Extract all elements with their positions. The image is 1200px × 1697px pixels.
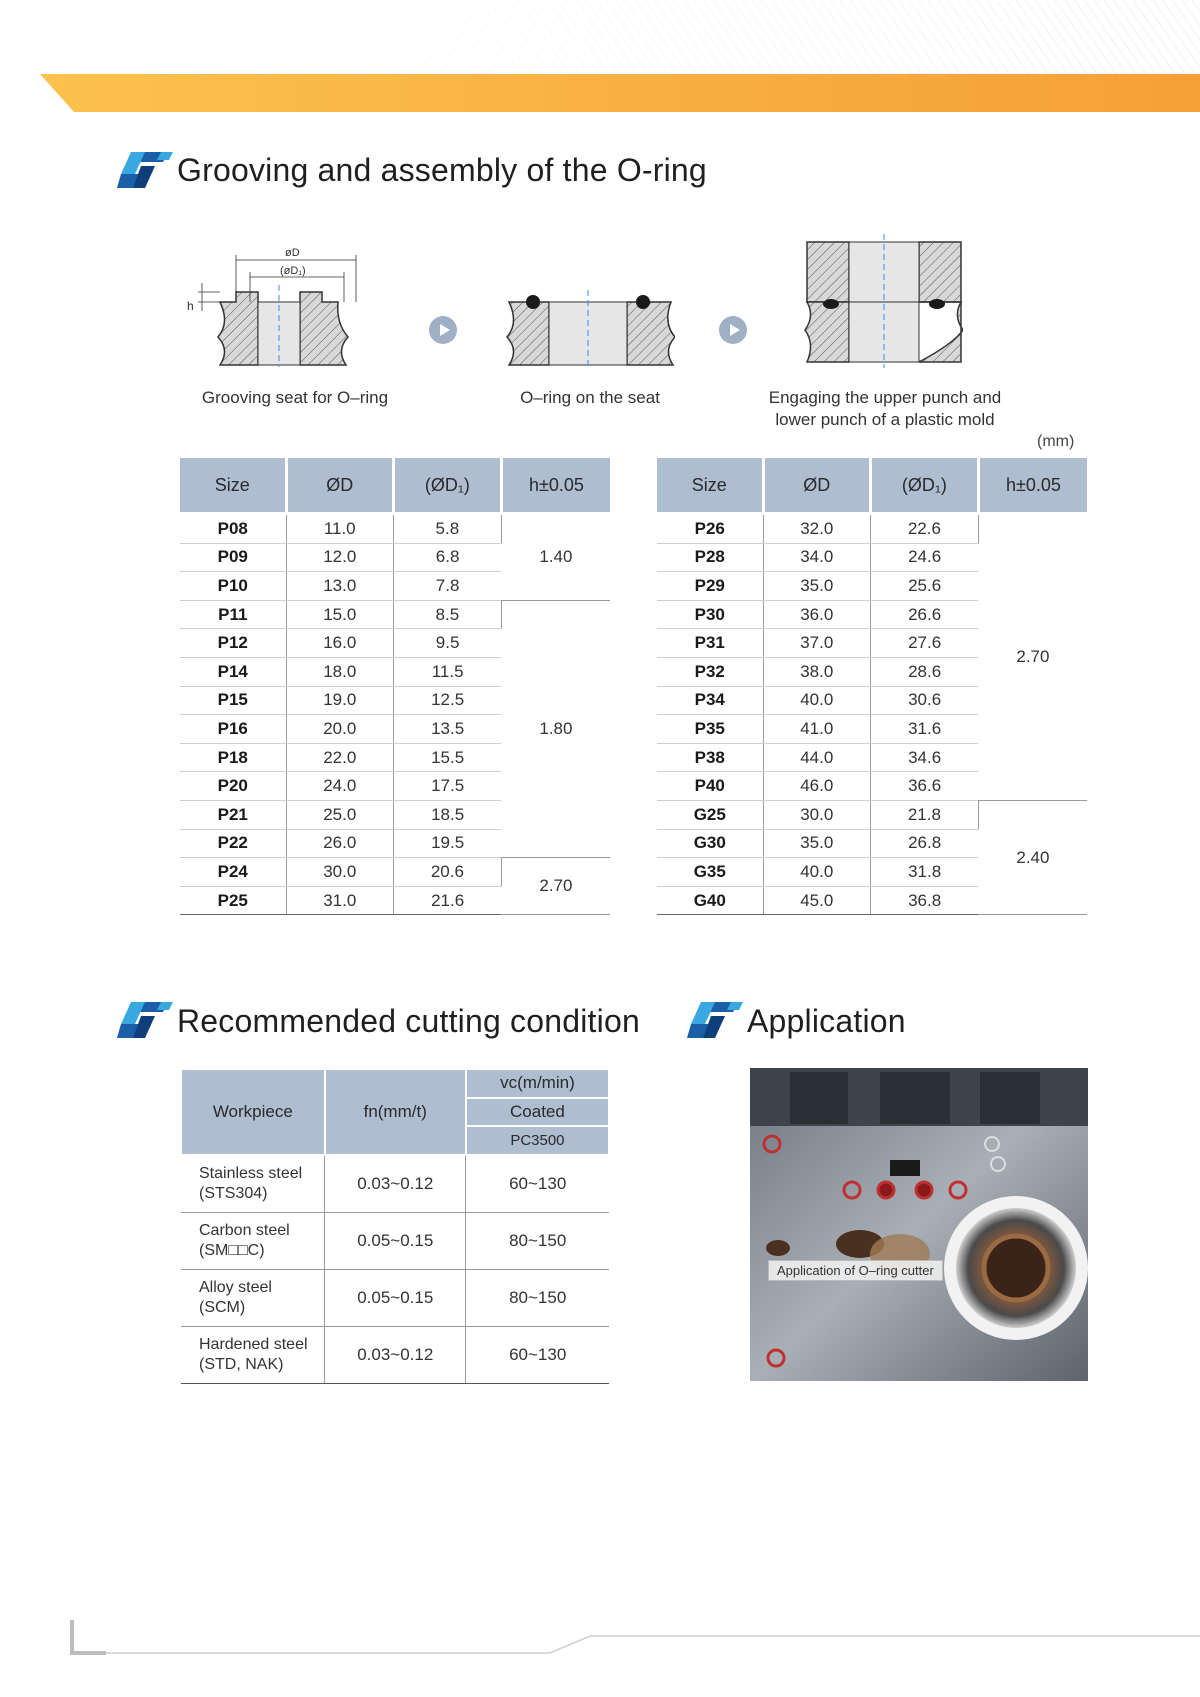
table-row <box>180 514 610 544</box>
col-h: h±0.05 <box>978 458 1087 514</box>
col-workpiece: Workpiece <box>181 1069 325 1155</box>
top-hatch-decoration <box>0 0 1200 80</box>
size-cell: P14 <box>180 657 286 686</box>
size-cell: P11 <box>180 600 286 629</box>
h-tolerance-cell: 2.70 <box>978 514 1087 801</box>
col-od: ØD <box>286 458 393 514</box>
table-row <box>181 1155 609 1213</box>
size-cell: P15 <box>180 686 286 715</box>
size-cell: P20 <box>180 772 286 801</box>
h-tolerance-cell: 2.40 <box>978 800 1087 914</box>
brand-logo-icon <box>117 1002 173 1042</box>
od-cell: 18.0 <box>286 657 393 686</box>
od1-cell: 12.5 <box>393 686 501 715</box>
od-label: øD <box>285 247 300 259</box>
vc-cell: 60~130 <box>466 1327 609 1384</box>
punch-engagement-diagram <box>803 234 963 368</box>
size-cell: P26 <box>657 514 763 544</box>
size-cell: P25 <box>180 886 286 915</box>
table-row <box>181 1327 609 1384</box>
od-cell: 16.0 <box>286 629 393 658</box>
od-cell: 40.0 <box>763 686 870 715</box>
od1-cell: 22.6 <box>870 514 978 544</box>
h-tolerance-cell: 2.70 <box>501 858 610 915</box>
brand-logo-icon <box>687 1002 743 1042</box>
od1-cell: 20.6 <box>393 858 501 887</box>
fn-cell: 0.05~0.15 <box>325 1213 466 1270</box>
workpiece-code: (STD, NAK) <box>199 1356 284 1373</box>
od1-cell: 36.8 <box>870 886 978 915</box>
next-arrow-icon <box>429 316 457 344</box>
application-section-title: Application <box>747 1003 906 1039</box>
size-cell: G35 <box>657 858 763 887</box>
size-cell: P31 <box>657 629 763 658</box>
od1-cell: 26.6 <box>870 600 978 629</box>
col-size: Size <box>180 458 286 514</box>
od1-cell: 30.6 <box>870 686 978 715</box>
od-cell: 25.0 <box>286 800 393 829</box>
workpiece-code: (STS304) <box>199 1185 268 1202</box>
size-cell: P08 <box>180 514 286 544</box>
fn-cell: 0.03~0.12 <box>325 1155 466 1213</box>
size-cell: G30 <box>657 829 763 858</box>
workpiece-name: Carbon steel <box>199 1222 290 1239</box>
size-cell: P34 <box>657 686 763 715</box>
size-cell: G25 <box>657 800 763 829</box>
size-cell: P28 <box>657 543 763 572</box>
workpiece-name: Hardened steel <box>199 1336 308 1353</box>
table-row <box>180 600 610 629</box>
col-size: Size <box>657 458 763 514</box>
size-cell: P09 <box>180 543 286 572</box>
col-od1: (ØD₁) <box>870 458 978 514</box>
size-cell: P29 <box>657 572 763 601</box>
od1-cell: 24.6 <box>870 543 978 572</box>
table-row <box>180 858 610 887</box>
grooving-section-title: Grooving and assembly of the O-ring <box>177 152 707 188</box>
caption-punch-line1: Engaging the upper punch and <box>768 388 1002 407</box>
od-cell: 36.0 <box>763 600 870 629</box>
h-tolerance-cell: 1.40 <box>501 514 610 601</box>
od1-cell: 6.8 <box>393 543 501 572</box>
col-od: ØD <box>763 458 870 514</box>
next-arrow-icon <box>719 316 747 344</box>
od1-cell: 11.5 <box>393 657 501 686</box>
fn-cell: 0.03~0.12 <box>325 1327 466 1384</box>
size-cell: P16 <box>180 715 286 744</box>
table-row <box>657 800 1087 829</box>
col-grade: PC3500 <box>466 1126 609 1155</box>
workpiece-code: (SCM) <box>199 1299 246 1316</box>
vc-cell: 80~150 <box>466 1270 609 1327</box>
cutting-condition-table <box>180 1068 610 1384</box>
size-cell: P18 <box>180 743 286 772</box>
od-cell: 24.0 <box>286 772 393 801</box>
oring-size-table-left <box>180 458 610 915</box>
workpiece-cell <box>181 1270 325 1327</box>
workpiece-name: Stainless steel <box>199 1165 303 1182</box>
application-photo <box>750 1068 1088 1381</box>
h-label: h <box>187 299 194 313</box>
oring-on-seat-diagram <box>505 290 675 367</box>
od-cell: 13.0 <box>286 572 393 601</box>
size-cell: P22 <box>180 829 286 858</box>
od1-cell: 13.5 <box>393 715 501 744</box>
table-header-row <box>180 458 610 514</box>
od1-cell: 19.5 <box>393 829 501 858</box>
od1-label: (øD₁) <box>280 265 306 277</box>
oring-size-table-right <box>657 458 1087 915</box>
photo-callout-label: Application of O–ring cutter <box>768 1260 943 1281</box>
size-cell: P10 <box>180 572 286 601</box>
od-cell: 35.0 <box>763 829 870 858</box>
od1-cell: 31.8 <box>870 858 978 887</box>
od-cell: 45.0 <box>763 886 870 915</box>
od-cell: 20.0 <box>286 715 393 744</box>
od-cell: 22.0 <box>286 743 393 772</box>
caption-punch-engagement <box>740 387 1030 431</box>
workpiece-cell <box>181 1213 325 1270</box>
caption-grooving-seat: Grooving seat for O–ring <box>201 388 389 407</box>
od-cell: 35.0 <box>763 572 870 601</box>
brand-logo-icon <box>117 152 173 192</box>
od1-cell: 27.6 <box>870 629 978 658</box>
od1-cell: 17.5 <box>393 772 501 801</box>
od1-cell: 21.6 <box>393 886 501 915</box>
size-cell: P21 <box>180 800 286 829</box>
orange-header-band <box>40 74 1200 112</box>
od-cell: 31.0 <box>286 886 393 915</box>
size-cell: P30 <box>657 600 763 629</box>
od-cell: 40.0 <box>763 858 870 887</box>
table-row <box>657 514 1087 544</box>
od1-cell: 8.5 <box>393 600 501 629</box>
col-h: h±0.05 <box>501 458 610 514</box>
od-cell: 30.0 <box>763 800 870 829</box>
size-cell: P35 <box>657 715 763 744</box>
od-cell: 26.0 <box>286 829 393 858</box>
workpiece-cell <box>181 1155 325 1213</box>
size-cell: P24 <box>180 858 286 887</box>
od-cell: 15.0 <box>286 600 393 629</box>
size-cell: P32 <box>657 657 763 686</box>
od1-cell: 15.5 <box>393 743 501 772</box>
od1-cell: 18.5 <box>393 800 501 829</box>
grooving-seat-diagram <box>180 245 380 367</box>
od1-cell: 31.6 <box>870 715 978 744</box>
od-cell: 11.0 <box>286 514 393 544</box>
od-cell: 37.0 <box>763 629 870 658</box>
od-cell: 46.0 <box>763 772 870 801</box>
od1-cell: 36.6 <box>870 772 978 801</box>
size-cell: P38 <box>657 743 763 772</box>
workpiece-code: (SM□□C) <box>199 1242 265 1259</box>
table-row <box>181 1213 609 1270</box>
col-coated: Coated <box>466 1098 609 1127</box>
cutting-section-title: Recommended cutting condition <box>177 1003 640 1039</box>
fn-cell: 0.05~0.15 <box>325 1270 466 1327</box>
od-cell: 30.0 <box>286 858 393 887</box>
size-cell: P40 <box>657 772 763 801</box>
vc-cell: 60~130 <box>466 1155 609 1213</box>
od-cell: 41.0 <box>763 715 870 744</box>
od1-cell: 21.8 <box>870 800 978 829</box>
od-cell: 44.0 <box>763 743 870 772</box>
table-row <box>181 1270 609 1327</box>
col-fn: fn(mm/t) <box>325 1069 466 1155</box>
od1-cell: 25.6 <box>870 572 978 601</box>
unit-label: (mm) <box>1037 433 1075 450</box>
vc-cell: 80~150 <box>466 1213 609 1270</box>
h-tolerance-cell: 1.80 <box>501 600 610 857</box>
caption-oring-on-seat: O–ring on the seat <box>520 388 660 407</box>
footer-line-decoration <box>70 1620 1200 1660</box>
workpiece-name: Alloy steel <box>199 1279 272 1296</box>
od-cell: 32.0 <box>763 514 870 544</box>
od-cell: 19.0 <box>286 686 393 715</box>
size-cell: P12 <box>180 629 286 658</box>
caption-punch-line2: lower punch of a plastic mold <box>775 410 995 429</box>
od-cell: 38.0 <box>763 657 870 686</box>
od1-cell: 7.8 <box>393 572 501 601</box>
col-od1: (ØD₁) <box>393 458 501 514</box>
table-header-row <box>181 1069 609 1098</box>
od1-cell: 5.8 <box>393 514 501 544</box>
col-vc: vc(m/min) <box>466 1069 609 1098</box>
od1-cell: 26.8 <box>870 829 978 858</box>
od-cell: 12.0 <box>286 543 393 572</box>
table-header-row <box>657 458 1087 514</box>
od1-cell: 34.6 <box>870 743 978 772</box>
od1-cell: 9.5 <box>393 629 501 658</box>
od-cell: 34.0 <box>763 543 870 572</box>
od1-cell: 28.6 <box>870 657 978 686</box>
workpiece-cell <box>181 1327 325 1384</box>
size-cell: G40 <box>657 886 763 915</box>
